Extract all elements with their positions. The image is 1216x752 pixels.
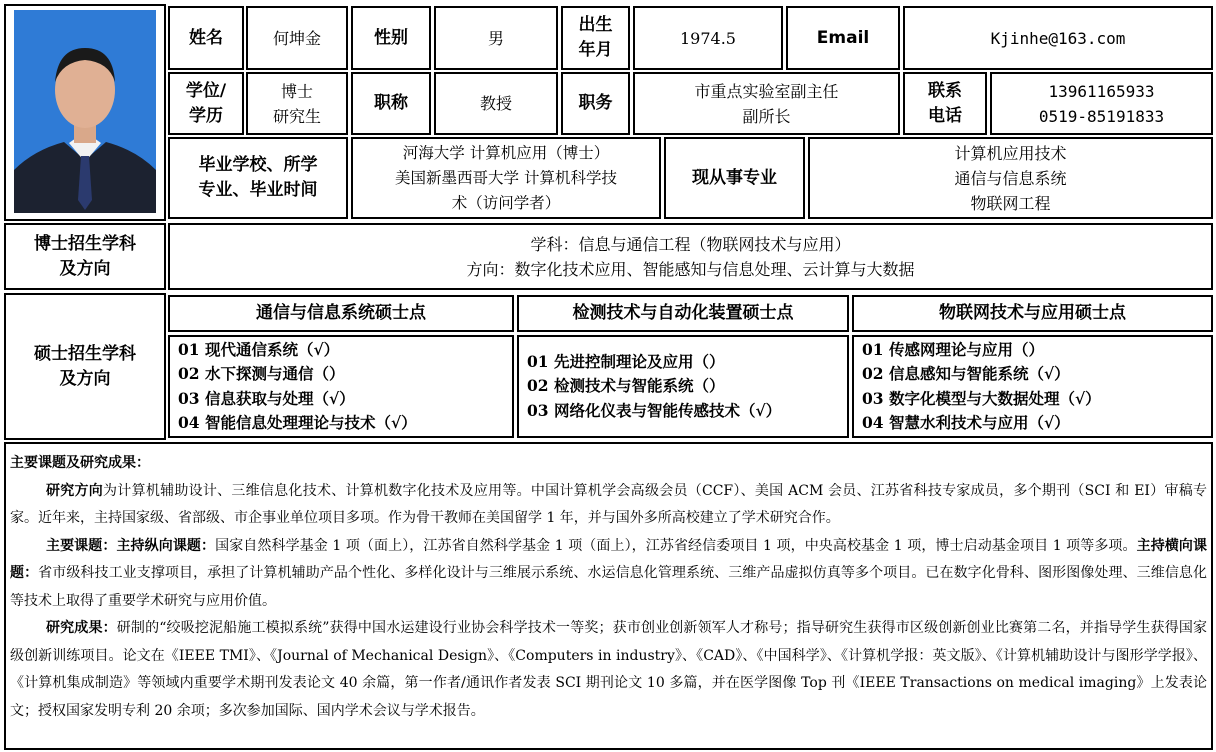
master-list-3 <box>852 335 1213 438</box>
position-label: 职务 <box>561 72 630 135</box>
gender-value: 男 <box>434 6 558 70</box>
name-value: 何坤金 <box>246 6 348 70</box>
research-paragraph-direction: 研究方向为计算机辅助设计、三维信息化技术、计算机数字化技术及应用等。中国计算机学会高级会员（CCF）、美国 ACM 会员、江苏省科技专家成员，多个期刊（SCI 和 EI）审稿专家。近年来，主持国家级、省部级、市企事业单位项目多项。作为骨干教师在美国留学 1 年，并与国外多所高校建立了学术研究合作。 <box>10 482 1207 526</box>
gender-label: 性别 <box>351 6 431 70</box>
list-item: 01 先进控制理论及应用（） <box>527 351 725 371</box>
master-list-2 <box>517 335 849 438</box>
email-label: Email <box>786 6 900 70</box>
birth-value: 1974.5 <box>633 6 783 70</box>
name-label: 姓名 <box>168 6 244 70</box>
position-value: 市重点实验室副主任 副所长 <box>633 72 900 135</box>
master-label: 硕士招生学科 及方向 <box>4 293 166 440</box>
list-item: 01 现代通信系统（√） <box>178 339 340 359</box>
title-value: 教授 <box>434 72 558 135</box>
major-label: 现从事专业 <box>664 137 805 219</box>
degree-label: 学位/ 学历 <box>168 72 244 135</box>
phd-value: 学科：信息与通信工程（物联网技术与应用） 方向：数字化技术应用、智能感知与信息处理、云计算与大数据 <box>168 223 1213 290</box>
birth-label: 出生 年月 <box>561 6 630 70</box>
list-item: 02 水下探测与通信（） <box>178 364 345 383</box>
degree-value: 博士 研究生 <box>246 72 348 135</box>
phd-label: 博士招生学科 及方向 <box>4 223 166 290</box>
school-label: 毕业学校、所学 专业、毕业时间 <box>168 137 348 219</box>
email-value[interactable]: Kjinhe@163.com <box>903 6 1213 70</box>
list-item: 03 网络化仪表与智能传感技术（√） <box>527 400 782 420</box>
master-header-2: 检测技术与自动化装置硕士点 <box>517 295 849 332</box>
title-label: 职称 <box>351 72 431 135</box>
phone-label: 联系 电话 <box>903 72 987 135</box>
list-item: 02 检测技术与智能系统（） <box>527 376 725 396</box>
list-item: 03 信息获取与处理（√） <box>178 388 355 408</box>
major-value: 计算机应用技术 通信与信息系统 物联网工程 <box>808 137 1213 219</box>
research-paragraph-projects: 主要课题：主持纵向课题：国家自然科学基金 1 项（面上），江苏省自然科学基金 1 项（面上），江苏省经信委项目 1 项，中央高校基金 1 项，博士启动基金项目 1 项等多项。主持横向课题：省市级科技工业支撑项目，承担了计算机辅助产品个性化、多样化设计与三维展示系统、水运信息化管理系统、三维产品虚拟仿真等多个项目。已在数字化骨科、图形图像处理、三维信息化等技术上取得了重要学术研究与应用价值。 <box>10 537 1208 609</box>
list-item: 04 智能信息处理理论与技术（√） <box>178 413 417 432</box>
master-header-1: 通信与信息系统硕士点 <box>168 295 514 332</box>
master-list-1 <box>168 335 514 438</box>
research-heading: 主要课题及研究成果： <box>10 455 150 471</box>
master-header-3: 物联网技术与应用硕士点 <box>852 295 1213 332</box>
list-item: 03 数字化模型与大数据处理（√） <box>862 388 1101 408</box>
school-value: 河海大学 计算机应用（博士） 美国新墨西哥大学 计算机科学技 术（访问学者） <box>351 137 661 219</box>
research-paragraph-results: 研究成果：研制的“绞吸挖泥船施工模拟系统”获得中国水运建设行业协会科学技术一等奖；获市创业创新领军人才称号；指导研究生获得市区级创新创业比赛第二名，并指导学生获得国家级创新训练项目。论文在《IEEE TMI》、《Journal of Mechanical Design》、《Computers in industry》、《CAD》、《中国科学》、《计算机学报：英文版》、《计算机辅助设计与图形学学报》、《计算机集成制造》等领域内重要学术期刊发表论文 40 余篇，第一作者/通讯作者发表 SCI 期刊论文 10 多篇，并在医学图像 Top 刊《IEEE Transactions on medical imaging》上发表论文；授权国家发明专利 20 余项；多次参加国际、国内学术会议与学术报告。 <box>10 620 1208 719</box>
portrait-photo <box>14 10 156 213</box>
list-item: 02 信息感知与智能系统（√） <box>862 364 1070 383</box>
phone-value: 13961165933 0519-85191833 <box>990 72 1213 135</box>
list-item: 01 传感网理论与应用（） <box>862 339 1044 359</box>
research-section <box>4 442 1213 750</box>
list-item: 04 智慧水利技术与应用（√） <box>862 413 1070 432</box>
